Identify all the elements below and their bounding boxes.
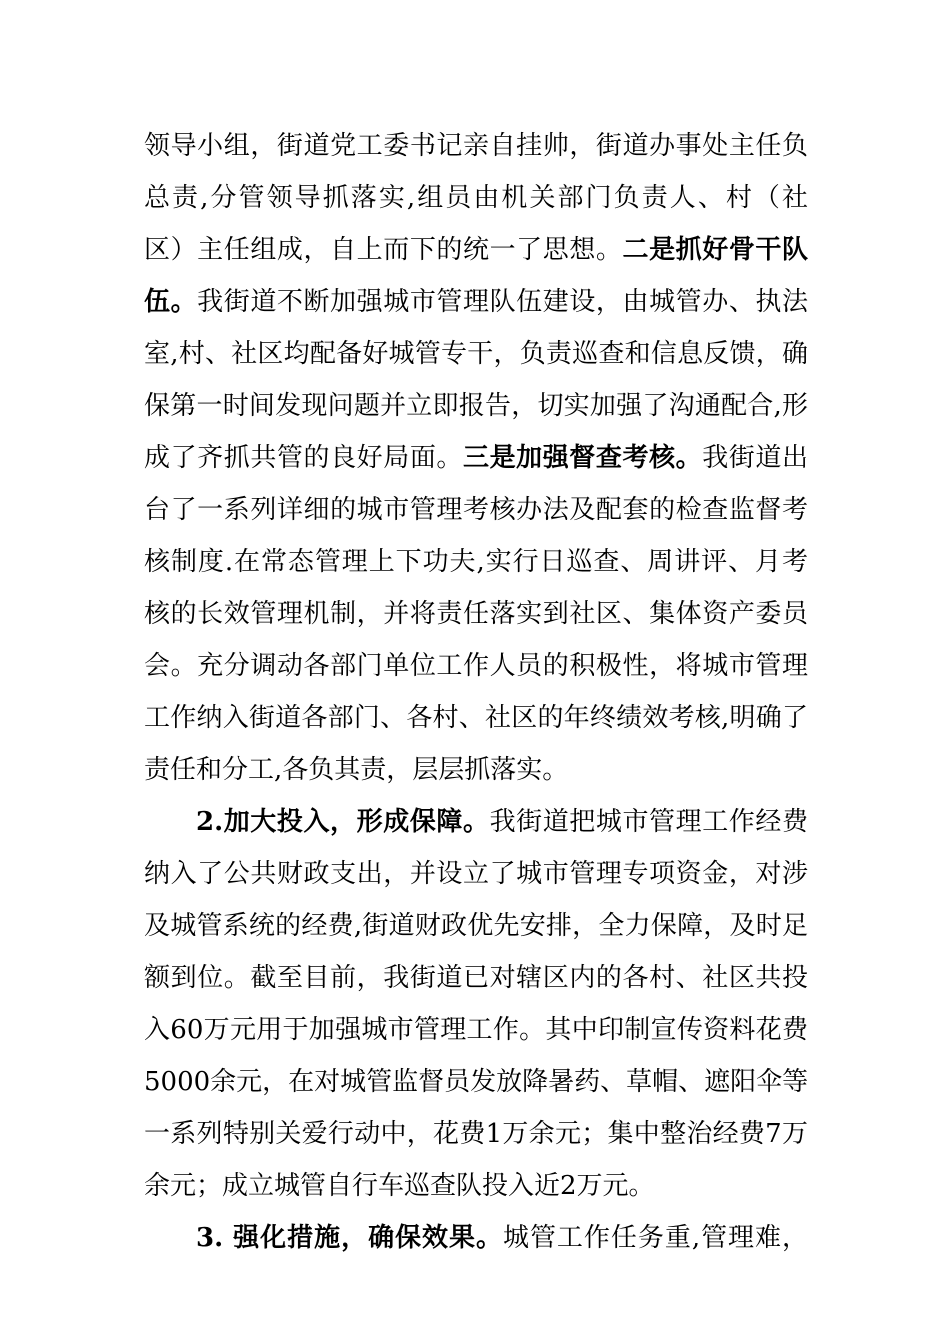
- text-line: [144, 1108, 808, 1160]
- text-segment: 城管工作任务重,管理难，: [502, 1223, 808, 1253]
- bold-heading-text: 二是抓好骨干队: [622, 235, 808, 265]
- text-line: [144, 484, 808, 536]
- text-segment: 总责,分管领导抓落实,组员由机关部门负责人、村（社: [144, 183, 808, 213]
- text-segment: 一系列特别关爱行动中，花费1万余元；集中整治经费7万: [144, 1119, 808, 1149]
- text-line: [144, 432, 808, 484]
- text-segment: 我街道不断加强城市管理队伍建设，由城管办、执法: [197, 287, 808, 317]
- text-segment: 我街道出: [702, 443, 808, 473]
- text-segment: 我街道把城市管理工作经费: [489, 807, 808, 837]
- text-line: [144, 900, 808, 952]
- bold-heading-text: 三是加强督查考核。: [462, 443, 703, 473]
- text-segment: 区）主任组成，自上而下的统一了思想。: [144, 235, 623, 265]
- text-segment: 责任和分工,各负其责，层层抓落实。: [144, 755, 569, 785]
- text-line: [144, 328, 808, 380]
- text-line: [144, 640, 808, 692]
- text-segment: 台了一系列详细的城市管理考核办法及配套的检查监督考: [144, 495, 808, 525]
- bold-heading-text: 3. 强化措施，确保效果。: [196, 1223, 503, 1253]
- text-line: [196, 1212, 808, 1264]
- text-segment: 及城管系统的经费,街道财政优先安排，全力保障，及时足: [144, 911, 808, 941]
- text-line: [144, 536, 808, 588]
- text-line: [144, 120, 808, 172]
- text-line: [144, 276, 808, 328]
- text-segment: 成了齐抓共管的良好局面。: [144, 443, 463, 473]
- text-segment: 额到位。截至目前，我街道已对辖区内的各村、社区共投: [144, 963, 808, 993]
- text-segment: 保第一时间发现问题并立即报告，切实加强了沟通配合,形: [144, 391, 808, 421]
- text-segment: 入60万元用于加强城市管理工作。其中印制宣传资料花费: [144, 1015, 808, 1045]
- text-segment: 会。充分调动各部门单位工作人员的积极性，将城市管理: [144, 651, 808, 681]
- text-line: [196, 796, 808, 848]
- text-line: [144, 692, 808, 744]
- text-segment: 5000余元，在对城管监督员发放降暑药、草帽、遮阳伞等: [144, 1067, 808, 1097]
- text-line: [144, 224, 808, 276]
- text-line: [144, 588, 808, 640]
- bold-heading-text: 2.加大投入，形成保障。: [196, 807, 490, 837]
- text-segment: 工作纳入街道各部门、各村、社区的年终绩效考核,明确了: [144, 703, 808, 733]
- text-line: [144, 1004, 808, 1056]
- text-line: [144, 380, 808, 432]
- text-line: [144, 952, 808, 1004]
- text-line: [144, 744, 808, 796]
- text-line: [144, 172, 808, 224]
- text-segment: 室,村、社区均配备好城管专干，负责巡查和信息反馈，确: [144, 339, 808, 369]
- text-segment: 核制度.在常态管理上下功夫,实行日巡查、周讲评、月考: [144, 547, 808, 577]
- text-segment: 领导小组，街道党工委书记亲自挂帅，街道办事处主任负: [144, 131, 808, 161]
- text-line: [144, 848, 808, 900]
- text-line: [144, 1160, 808, 1212]
- text-segment: 余元；成立城管自行车巡查队投入近2万元。: [144, 1171, 655, 1201]
- text-segment: 纳入了公共财政支出，并设立了城市管理专项资金，对涉: [144, 859, 808, 889]
- text-segment: 核的长效管理机制，并将责任落实到社区、集体资产委员: [144, 599, 808, 629]
- bold-heading-text: 伍。: [144, 287, 198, 317]
- text-line: [144, 1056, 808, 1108]
